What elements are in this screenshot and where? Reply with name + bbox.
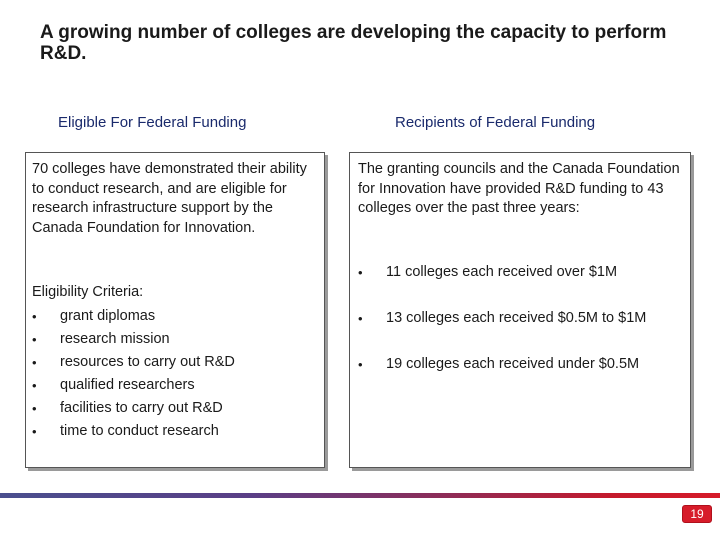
recipient-item-label: 13 colleges each received $0.5M to $1M bbox=[386, 310, 647, 326]
list-item bbox=[32, 328, 235, 351]
bullet-icon: • bbox=[358, 311, 363, 326]
recipients-funding-panel bbox=[349, 152, 691, 468]
bullet-icon: • bbox=[32, 309, 37, 324]
slide-title: A growing number of colleges are developing the capacity to perform R&D. bbox=[40, 22, 667, 64]
bullet-icon: • bbox=[32, 332, 37, 347]
list-item bbox=[32, 305, 235, 328]
eligibility-criteria-list bbox=[32, 305, 235, 443]
list-item bbox=[32, 397, 235, 420]
list-item bbox=[32, 351, 235, 374]
criteria-item-label: qualified researchers bbox=[60, 377, 195, 393]
criteria-item-label: research mission bbox=[60, 331, 170, 347]
page-number-badge: 19 bbox=[682, 505, 712, 523]
bullet-icon: • bbox=[358, 357, 363, 372]
recipients-intro-text: The granting councils and the Canada Foundation for Innovation have provided R&D funding to 43 colleges over the past three years: bbox=[358, 161, 680, 216]
recipient-item-label: 19 colleges each received under $0.5M bbox=[386, 356, 640, 372]
list-item bbox=[358, 261, 646, 307]
list-item bbox=[32, 374, 235, 397]
bullet-icon: • bbox=[32, 401, 37, 416]
criteria-item-label: resources to carry out R&D bbox=[60, 354, 235, 370]
list-item bbox=[358, 353, 646, 399]
bullet-icon: • bbox=[32, 355, 37, 370]
eligible-funding-panel bbox=[25, 152, 325, 468]
criteria-item-label: facilities to carry out R&D bbox=[60, 400, 223, 416]
footer-gradient-bar bbox=[0, 493, 720, 498]
criteria-item-label: time to conduct research bbox=[60, 423, 219, 439]
eligibility-criteria-title: Eligibility Criteria: bbox=[32, 284, 144, 300]
recipient-item-label: 11 colleges each received over $1M bbox=[386, 264, 618, 280]
left-column-heading: Eligible For Federal Funding bbox=[58, 114, 247, 131]
list-item bbox=[32, 420, 235, 443]
criteria-item-label: grant diplomas bbox=[60, 308, 156, 324]
recipients-list bbox=[358, 261, 646, 399]
right-column-heading: Recipients of Federal Funding bbox=[395, 114, 596, 131]
bullet-icon: • bbox=[32, 378, 37, 393]
bullet-icon: • bbox=[32, 424, 37, 439]
eligibility-intro-text: 70 colleges have demonstrated their ability to conduct research, and are eligible for research infrastructure support by the Canada Foundation for Innovation. bbox=[32, 161, 307, 236]
bullet-icon: • bbox=[358, 265, 363, 280]
list-item bbox=[358, 307, 646, 353]
